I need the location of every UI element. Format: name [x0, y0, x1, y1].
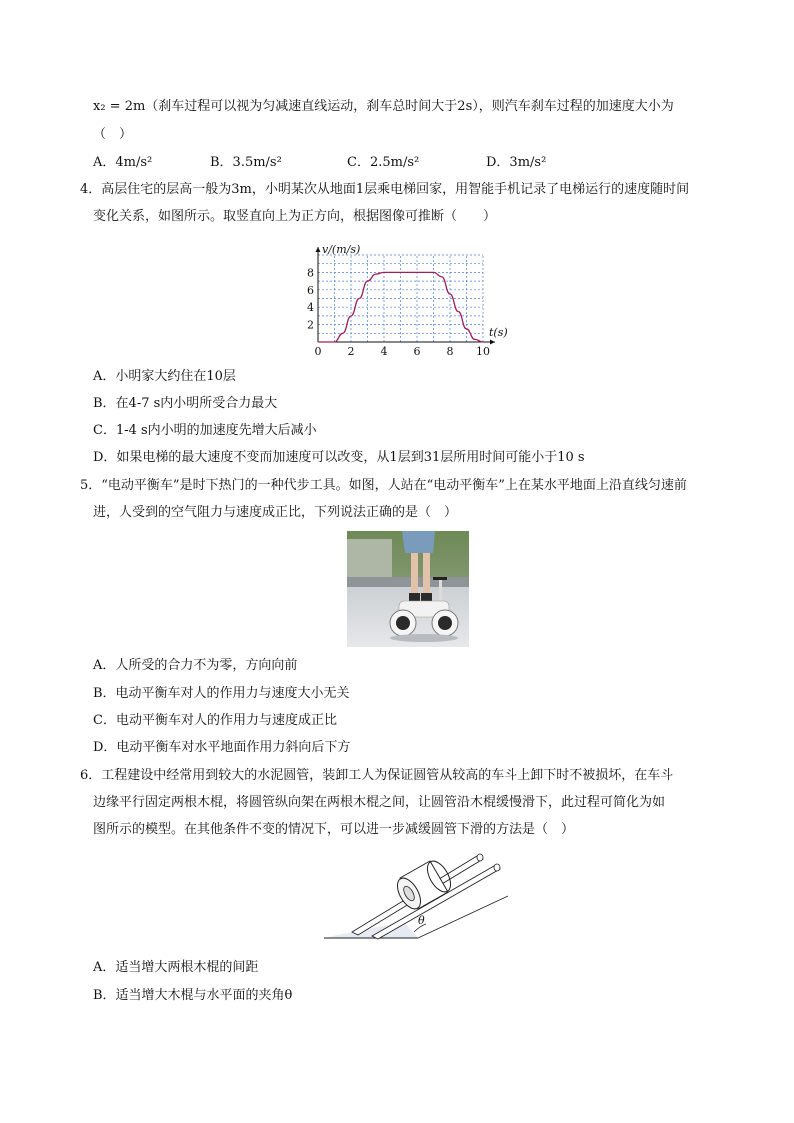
- x-tick-label: 6: [413, 345, 421, 358]
- q3-option-b: B．3.5m/s²: [210, 155, 282, 170]
- pipe-slide-model-svg: [322, 846, 522, 946]
- y-axis-arrow: [316, 247, 321, 252]
- balance-scooter-illustration: [347, 531, 469, 647]
- velocity-time-chart: [300, 230, 520, 360]
- q6-stem-line2: 边缘平行固定两根木棍，将圆管纵向架在两根木棍之间，让圆管沿木棍缓慢滑下，此过程可简化为如: [93, 795, 666, 810]
- balance-scooter-photo: [347, 531, 469, 647]
- y-tick-label: 4: [307, 301, 314, 315]
- x-tick-label: 10: [476, 345, 490, 358]
- q4-stem-line1: 4．高层住宅的层高一般为3m，小明某次从地面1层乘电梯回家，用智能手机记录了电梯运行的速度随时间: [80, 182, 690, 197]
- q3-option-c: C．2.5m/s²: [347, 155, 420, 170]
- q5-option-c: C．电动平衡车对人的作用力与速度成正比: [93, 713, 337, 728]
- x-tick-label: 2: [347, 345, 355, 358]
- x-tick-label: 4: [380, 345, 388, 358]
- q3-option-d: D．3m/s²: [486, 155, 547, 170]
- q6-stem-line3: 图所示的模型。在其他条件不变的情况下，可以进一步减缓圆管下滑的方法是（ ）: [93, 822, 575, 837]
- q3-continuation-text: x₂ = 2m（刹车过程可以视为匀减速直线运动，刹车总时间大于2s），则汽车刹车过程的加速度大小为: [93, 99, 674, 114]
- q5-stem-line2: 进，人受到的空气阻力与速度成正比，下列说法正确的是（ ）: [93, 505, 458, 520]
- q5-option-a: A．人所受的合力不为零，方向向前: [93, 658, 298, 673]
- q3-answer-bracket: （ ）: [93, 127, 133, 142]
- q6-stem-line1: 6．工程建设中经常用到较大的水泥圆管，装卸工人为保证圆管从较高的车斗上卸下时不被损坏，在车斗: [80, 768, 674, 783]
- q4-option-d: D．如果电梯的最大速度不变而加速度可以改变，从1层到31层所用时间可能小于10 s: [93, 450, 585, 465]
- q5-stem-line1: 5．“电动平衡车”是时下热门的一种代步工具。如图，人站在“电动平衡车”上在某水平地面上沿直线匀速前: [80, 478, 687, 493]
- angle-theta-label: θ: [418, 914, 425, 927]
- q6-option-b: B．适当增大木棍与水平面的夹角θ: [93, 988, 293, 1003]
- chart-grid: [318, 255, 483, 342]
- chart-axes: [316, 243, 508, 345]
- q4-option-b: B．在4-7 s内小明所受合力最大: [93, 396, 278, 411]
- q4-option-a: A．小明家大约住在10层: [93, 369, 236, 384]
- q6-option-a: A．适当增大两根木棍的间距: [93, 960, 259, 975]
- q3-option-a: A．4m/s²: [93, 155, 153, 170]
- q5-option-b: B．电动平衡车对人的作用力与速度大小无关: [93, 686, 350, 701]
- x-axis-arrow: [490, 340, 495, 345]
- x-tick-label: 8: [446, 345, 454, 358]
- q4-stem-line2: 变化关系，如图所示。取竖直向上为正方向，根据图像可推断（ ）: [93, 209, 497, 224]
- vt-chart-svg: [300, 230, 520, 360]
- q5-option-d: D．电动平衡车对水平地面作用力斜向后下方: [93, 740, 351, 755]
- y-axis-label: v/(m/s): [322, 243, 361, 256]
- y-tick-label: 6: [307, 283, 314, 297]
- x-tick-label: 0: [314, 345, 322, 358]
- q4-option-c: C．1-4 s内小明的加速度先增大后减小: [93, 423, 317, 438]
- y-tick-label: 2: [307, 318, 314, 332]
- y-tick-label: 8: [307, 266, 314, 280]
- x-axis-label: t(s): [489, 326, 508, 339]
- pipe-on-rods-diagram: [322, 846, 522, 946]
